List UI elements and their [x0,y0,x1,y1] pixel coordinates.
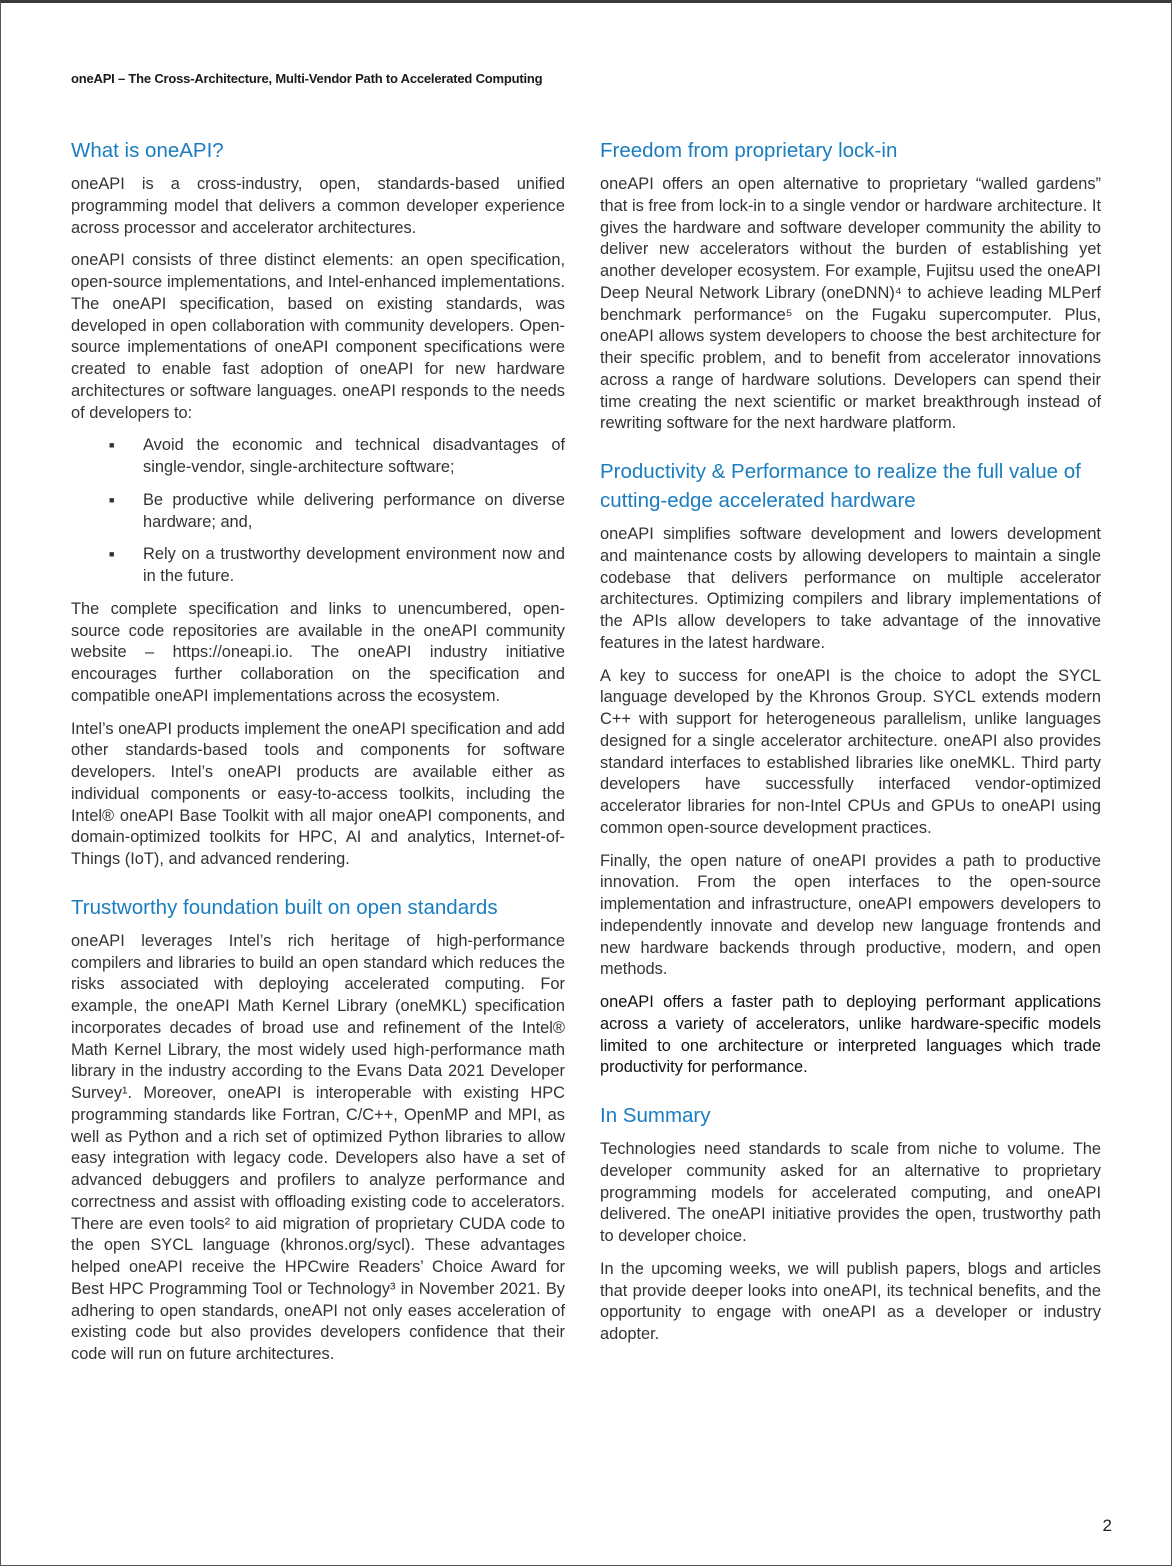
paragraph: Finally, the open nature of oneAPI provides a path to productive innovation. From the open interfaces to the open-source implementation and infrastructure, oneAPI empowers developers to independently innovate and develop new language frontends and new hardware backends through productive, modern, and open methods. [600,851,1101,979]
bullet-list [71,435,565,588]
paragraph-emphasis: oneAPI offers a faster path to deploying performant applications across a variety of accelerators, unlike hardware-specific models limited to one architecture or interpreted languages which trade productivity for performance. [600,993,1101,1077]
bullet-square-icon: ■ [109,494,115,505]
bullet-item [71,490,565,534]
section-what-is-oneapi [71,136,565,871]
paragraph: oneAPI is a cross-industry, open, standards-based unified programming model that delivers a common developer experience across processor and accelerator architectures. [71,175,565,237]
paragraph: Intel’s oneAPI products implement the oneAPI specification and add other standards-based tools and components for software developers. Intel’s oneAPI products are available either as individual components or easy-to-access toolkits, including the Intel® oneAPI Base Toolkit with all major oneAPI components, and domain-optimized toolkits for HPC, AI and analytics, Internet-of-Things (IoT), and advanced rendering. [71,719,565,868]
bullet-item [71,435,565,479]
section-heading: What is oneAPI? [71,139,224,162]
paragraph: Technologies need standards to scale from niche to volume. The developer community asked for an alternative to proprietary programming models for accelerated computing, and oneAPI delivered. The oneAPI initiative provides the open, trustworthy path to developer choice. [600,1140,1101,1245]
paragraph: A key to success for oneAPI is the choice to adopt the SYCL language developed by the Khronos Group. SYCL extends modern C++ with support for heterogeneous parallelism, unlike languages designed for a single accelerator architecture. oneAPI also provides standard interfaces to established libraries like oneMKL. Third party developers have successfully interfaced vendor-optimized accelerator libraries for non-Intel CPUs and GPUs to oneAPI using common open-source development practices. [600,666,1101,837]
section-heading: Freedom from proprietary lock-in [600,139,898,162]
left-column [71,136,565,1377]
section-heading: In Summary [600,1104,711,1127]
running-header: oneAPI – The Cross-Architecture, Multi-Vendor Path to Accelerated Computing [71,71,543,86]
section-freedom [600,136,1101,435]
paragraph: oneAPI leverages Intel’s rich heritage of high-performance compilers and libraries to build an open standard which reduces the risks associated with deploying accelerated computing. For example, the oneAPI Math Kernel Library (oneMKL) specification incorporates decades of broad use and refinement of the Intel® Math Kernel Library, the most widely used high-performance math library in the industry according to the Evans Data 2021 Developer Survey¹. Moreover, oneAPI is interoperable with existing HPC programming standards like Fortran, C/C++, OpenMP and MPI, as well as Python and a rich set of optimized Python libraries to allow easy integration with legacy code. Developers also have a set of advanced debuggers and profilers to analyze performance and correctness and assist with offloading existing code to accelerators. There are even tools² to aid migration of proprietary CUDA code to the open SYCL language (khronos.org/sycl). These advantages helped oneAPI receive the HPCwire Readers’ Choice Award for Best HPC Programming Tool or Technology³ in November 2021. By adhering to open standards, oneAPI not only eases acceleration of existing code but also provides developers confidence that their code will run on future architectures. [71,931,565,1363]
bullet-text: Avoid the economic and technical disadvantages of single-vendor, single-architecture software; [143,436,565,476]
paragraph: oneAPI consists of three distinct elements: an open specification, open-source implementations, and Intel-enhanced implementations. The oneAPI specification, based on existing standards, was developed in open collaboration with community developers. Open-source implementations of oneAPI component specifications were created to enable fast adoption of oneAPI for new hardware architectures or software languages. oneAPI responds to the needs of developers to: [71,251,565,422]
bullet-text: Be productive while delivering performance on diverse hardware; and, [143,490,565,531]
right-column [600,136,1101,1357]
section-heading: Productivity & Performance to realize the full value of cutting-edge accelerated hardware [600,460,1081,512]
section-heading: Trustworthy foundation built on open standards [71,895,498,919]
bullet-square-icon: ■ [109,549,115,560]
paragraph: oneAPI offers an open alternative to proprietary “walled gardens” that is free from lock-in to a single vendor or hardware architecture. It gives the hardware and software developer community the ability to deliver new accelerators without the burden of establishing yet another developer ecosystem. For example, Fujitsu used the oneAPI Deep Neural Network Library (oneDNN)⁴ to achieve leading MLPerf benchmark performance⁵ on the Fugaku supercomputer. Plus, oneAPI allows system developers to choose the best architecture for their specific problem, and to benefit from accelerator innovations across a range of hardware solutions. Developers can spend their time creating the next scientific or market breakthrough instead of rewriting software for the next hardware platform. [600,175,1101,433]
paragraph: oneAPI simplifies software development and lowers development and maintenance costs by allowing developers to maintain a single codebase that delivers performance on multiple accelerator architectures. Optimizing compilers and library implementations of the APIs allow developers to take advantage of the innovative features in the latest hardware. [600,525,1101,652]
section-productivity [600,457,1101,1079]
bullet-text: Rely on a trustworthy development environment now and in the future. [143,545,565,585]
paragraph: The complete specification and links to unencumbered, open-source code repositories are available in the oneAPI community website – https://oneapi.io. The oneAPI industry initiative encourages further collaboration on the specification and compatible oneAPI implementations across the ecosystem. [71,599,565,705]
bullet-square-icon: ■ [109,440,115,451]
paragraph: In the upcoming weeks, we will publish papers, blogs and articles that provide deeper looks into oneAPI, its technical benefits, and the opportunity to engage with oneAPI as a developer or industry adopter. [600,1259,1101,1343]
section-summary [600,1101,1101,1346]
section-trustworthy-foundation [71,893,565,1366]
bullet-item [71,544,565,588]
page-number: 2 [1102,1516,1112,1535]
